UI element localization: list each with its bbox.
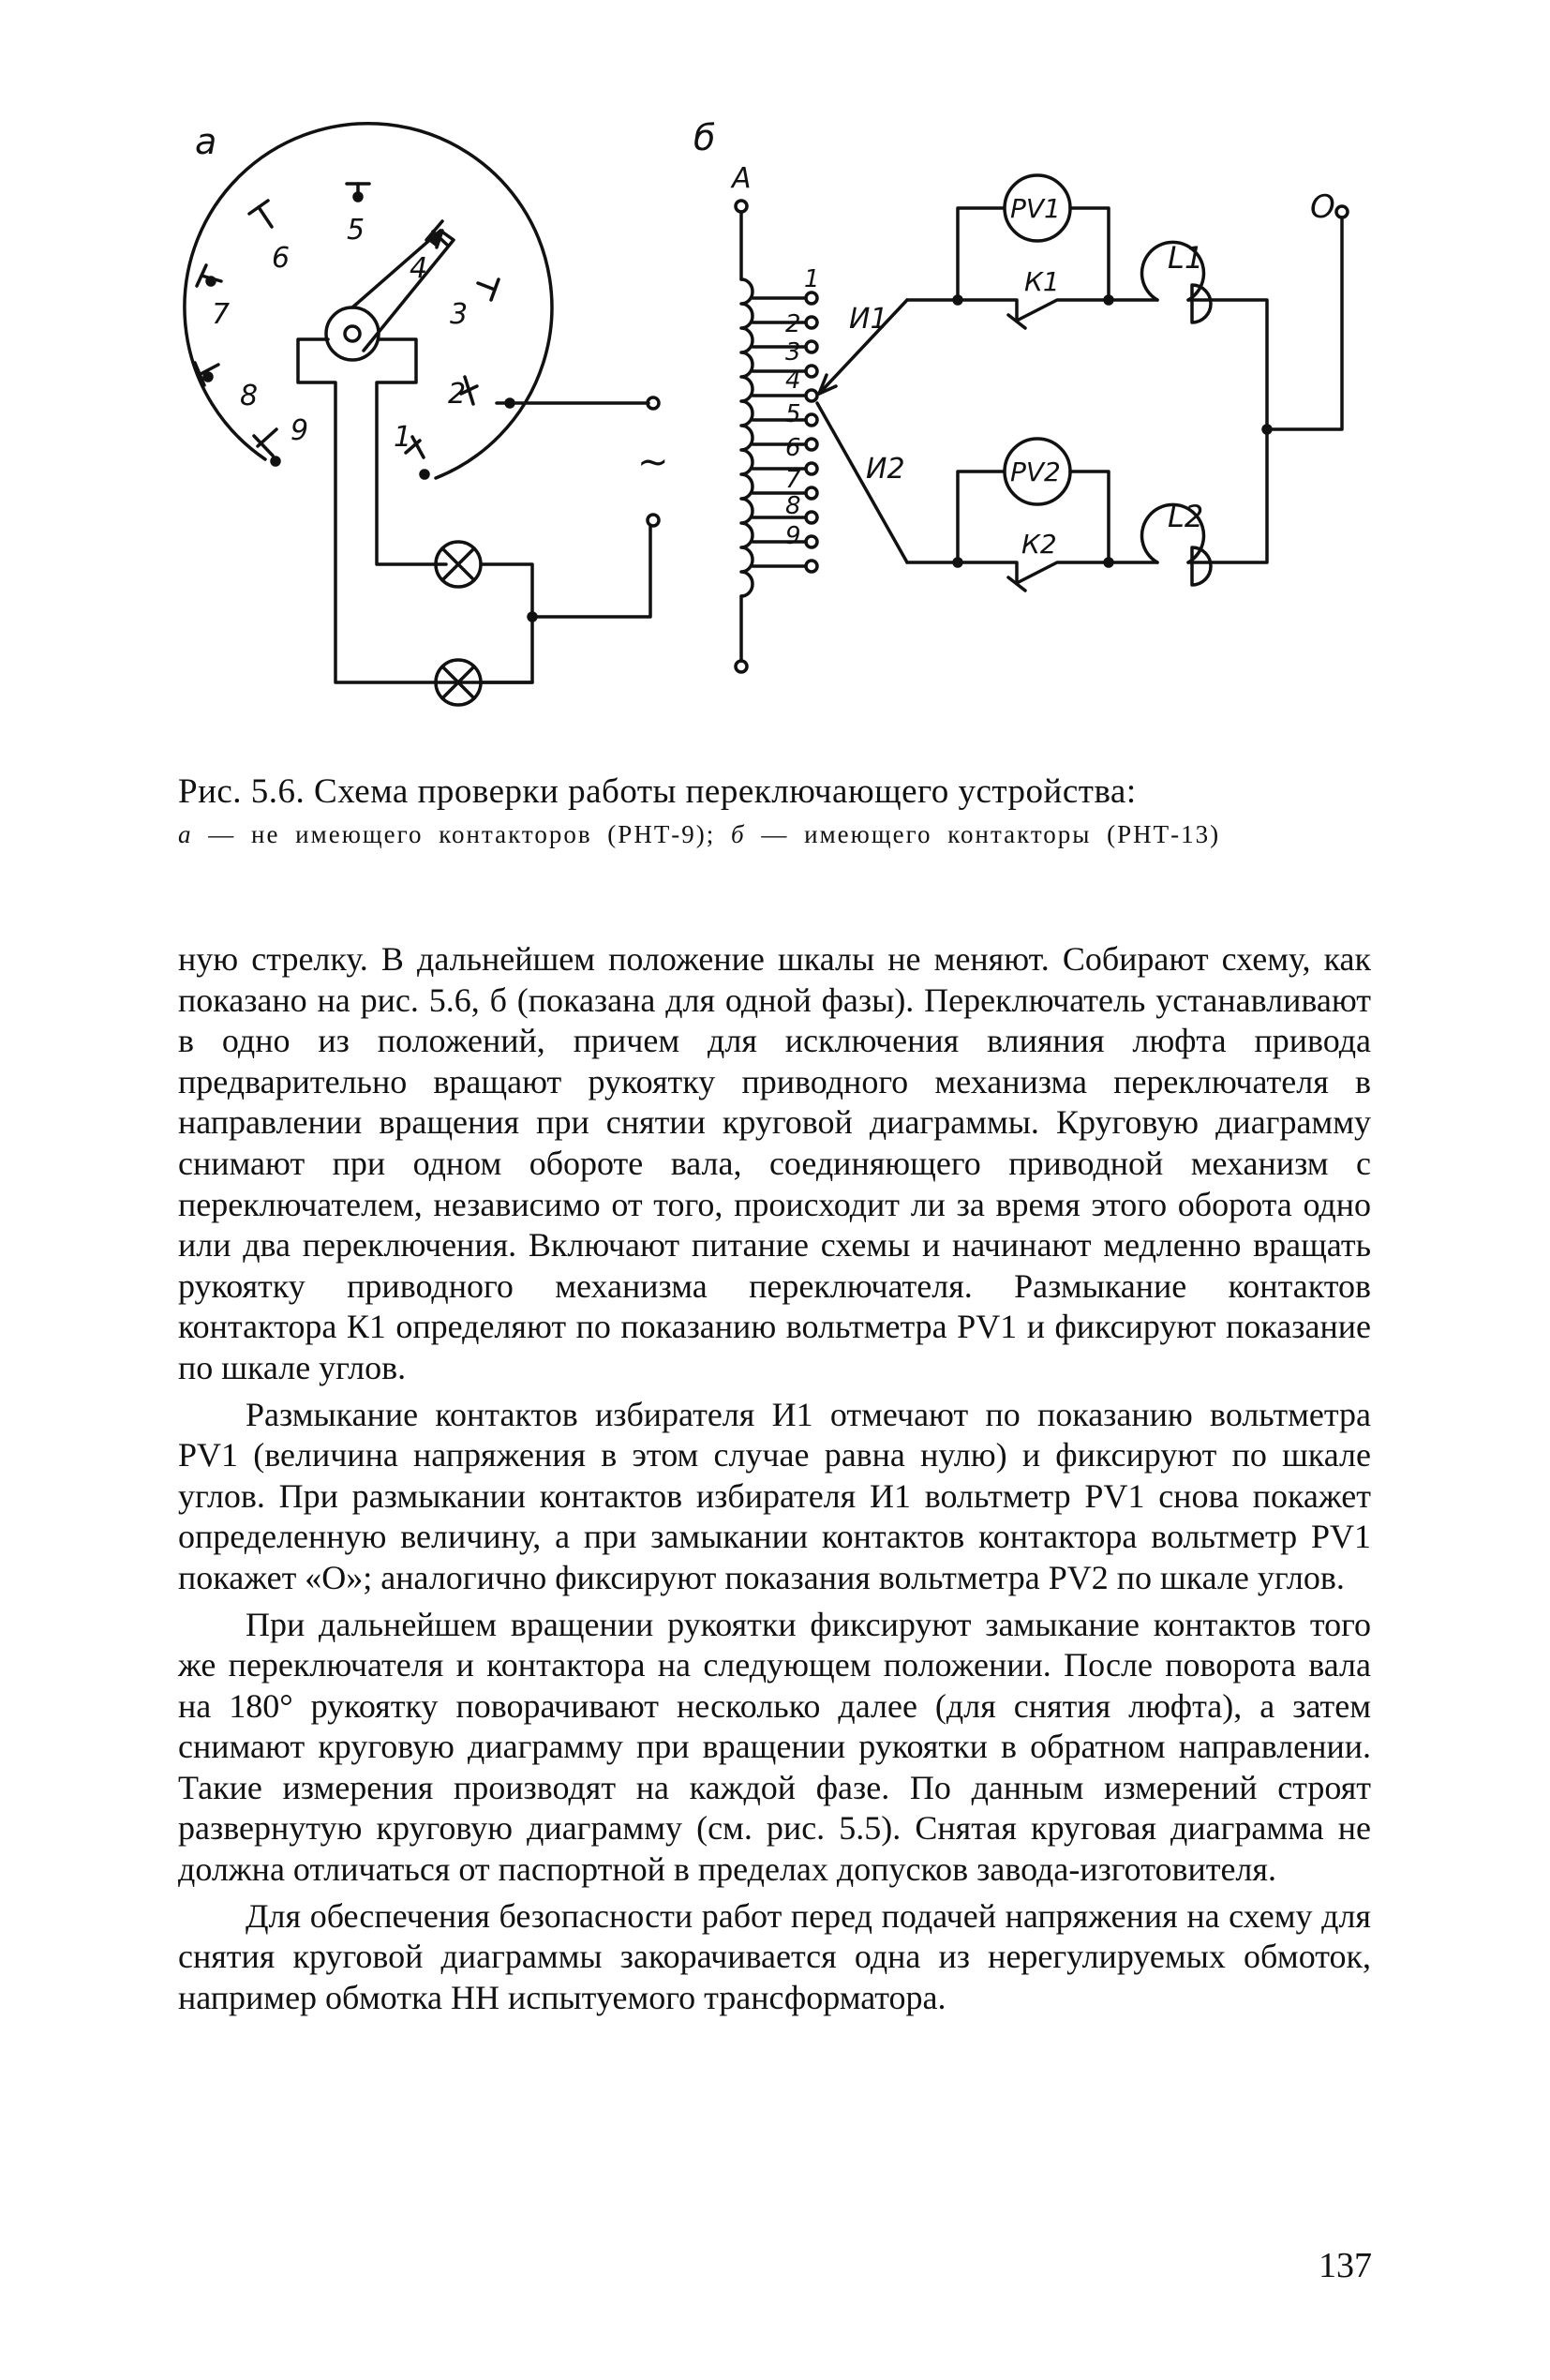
panel-b-schematic (736, 175, 1348, 672)
reactor-2-label: L2 (1168, 499, 1204, 534)
contact-label-7: 7 (212, 298, 231, 331)
contact-label-5: 5 (347, 214, 365, 247)
contact-label-4: 4 (410, 252, 428, 285)
contactor-1-label: К1 (1024, 266, 1060, 297)
contact-bracket (298, 339, 532, 682)
selector-2-label: И2 (866, 453, 905, 486)
contact-label-2: 2 (448, 378, 467, 411)
contact-label-9: 9 (291, 414, 309, 447)
tap-label-1: 1 (804, 265, 820, 293)
caption-text-b: — имеющего контакторы (РНТ-13) (745, 820, 1221, 848)
selector-arc (185, 124, 552, 478)
terminal-a-label: А (732, 162, 752, 195)
caption-letter-b: б (731, 820, 746, 848)
caption-text-a: — не имеющего контакторов (РНТ-9); (192, 820, 732, 848)
paragraph-4: Для обеспечения безопасности работ перед подачей напряжения на схему для снятия круговой диаграммы закорачивается одна из нерегулируемых обмоток, например обмотка НН испытуемого трансформатора. (178, 1896, 1371, 2016)
contactor-k2 (958, 562, 1109, 583)
voltmeter-1-label: PV1 (1010, 193, 1061, 224)
body-text (178, 939, 1371, 2018)
reactor-1-label: L1 (1168, 240, 1204, 276)
terminal-o-label: О (1310, 188, 1335, 226)
tap-label-9: 9 (785, 522, 801, 550)
contact-label-8: 8 (240, 380, 259, 412)
caption-subtitle (178, 816, 1396, 853)
rotor-hub (326, 307, 379, 360)
caption-title: Рис. 5.6. Схема проверки работы переключающего устройства: (178, 772, 1137, 811)
tap-label-2: 2 (785, 310, 801, 338)
selector-1-label: И1 (849, 303, 888, 336)
paragraph-2: Размыкание контактов избирателя И1 отмечают по показанию вольтметра PV1 (величина напряжения в этом случае равна нулю) и фиксируют по шкале углов. При размыкании контактов избирателя И1 вольтметр PV1 снова покажет определенную величину, а при замыкании контактов контактора вольтметр PV1 покажет «О»; аналогично фиксируют показания вольтметра PV2 по шкале углов. (178, 1395, 1371, 1596)
contactor-k1 (958, 300, 1109, 321)
contact-label-3: 3 (450, 298, 469, 331)
page-number: 137 (1319, 2246, 1372, 2285)
tap-label-6: 6 (785, 434, 801, 462)
tap-label-8: 8 (785, 492, 801, 520)
voltmeter-2-label: PV2 (1010, 457, 1061, 487)
tap-label-5: 5 (785, 400, 801, 428)
figure-caption (178, 769, 1396, 853)
supply-symbol: ~ (637, 441, 669, 484)
tap-label-4: 4 (785, 367, 801, 395)
paragraph-3: При дальнейшем вращении рукоятки фиксируют замыкание контактов того же переключателя и контактора на следующем положении. После поворота вала на 180° рукоятку поворачивают несколько далее (для снятия люфта), а затем снимают круговую диаграмму при вращении рукоятки в обратном направлении. Такие измерения производят на каждой фазе. По данным измерений строят развернутую круговую диаграмму (см. рис. 5.5). Снятая круговая диаграмма не должна отличаться от паспортной в пределах допусков завода-изготовителя. (178, 1605, 1371, 1889)
panel-a-schematic (185, 124, 659, 705)
panel-a-label: а (195, 121, 217, 162)
contact-label-6: 6 (272, 242, 291, 275)
circuit-figure (0, 0, 1550, 750)
tapped-winding (741, 279, 753, 596)
tap-label-3: 3 (785, 338, 801, 367)
tap-label-7: 7 (785, 466, 801, 494)
panel-b-label: б (693, 117, 716, 158)
paragraph-1: ную стрелку. В дальнейшем положение шкалы не меняют. Собирают схему, как показано на рис. 5.6, б (показана для одной фазы). Переключатель устанавливают в одно из положений, причем для исключения влияния люфта привода предварительно вращают рукоятку приводного механизма переключателя в направлении вращения при снятии круговой диаграммы. Круговую диаграмму снимают при одном обороте вала, соединяющего приводной механизм с переключателем, независимо от того, происходит ли за время этого оборота одно или два переключения. Включают питание схемы и начинают медленно вращать рукоятку приводного механизма переключателя. Размыкание контактов контактора К1 определяют по показанию вольтметра PV1 и фиксируют показание по шкале углов. (178, 940, 1371, 1386)
rotor-arm (352, 231, 454, 351)
caption-letter-a: а (178, 820, 193, 848)
contact-label-1: 1 (394, 421, 412, 454)
contactor-2-label: К2 (1021, 529, 1057, 560)
